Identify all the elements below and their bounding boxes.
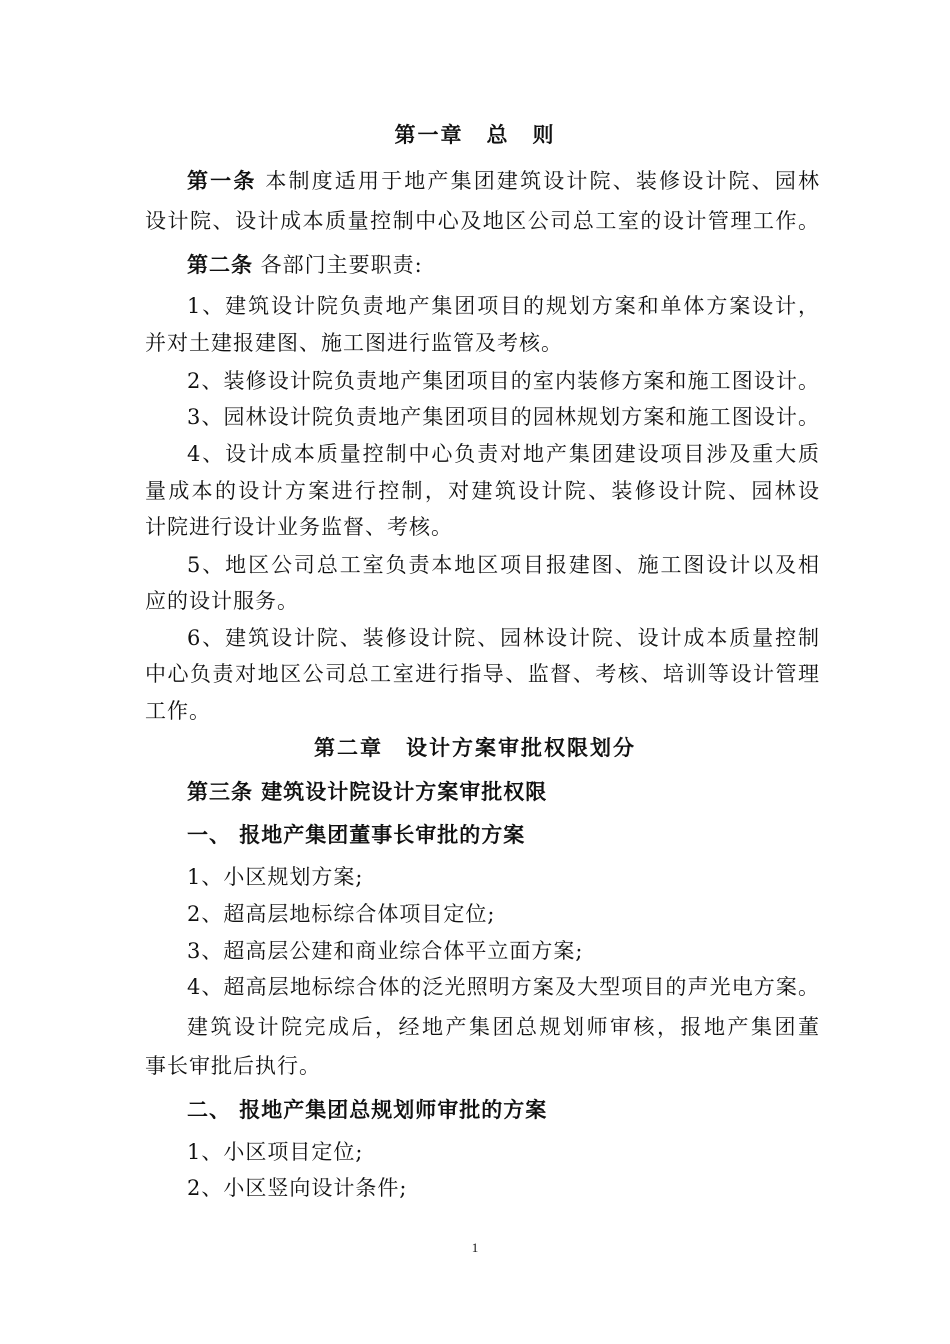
section-2-item-2: 2、小区竖向设计条件; bbox=[187, 1176, 408, 1200]
article-3-title: 第三条 建筑设计院设计方案审批权限 bbox=[187, 779, 548, 804]
section-1-note-line-2: 事长审批后执行。 bbox=[145, 1054, 321, 1078]
section-1-item-1: 1、小区规划方案; bbox=[187, 865, 364, 889]
article-2-intro bbox=[187, 250, 820, 280]
section-2-item-1: 1、小区项目定位; bbox=[187, 1140, 364, 1164]
section-1-item-3: 3、超高层公建和商业综合体平立面方案; bbox=[187, 939, 584, 963]
chapter-2-title: 第二章 设计方案审批权限划分 bbox=[314, 735, 636, 760]
duty-4-line-1: 4、设计成本质量控制中心负责对地产集团建设项目涉及重大质 bbox=[187, 442, 820, 466]
section-2-heading: 二、 报地产集团总规划师审批的方案 bbox=[187, 1097, 548, 1122]
article-1-line-2: 设计院、设计成本质量控制中心及地区公司总工室的设计管理工作。 bbox=[145, 209, 820, 233]
section-1-item-2: 2、超高层地标综合体项目定位; bbox=[187, 902, 496, 926]
duty-4-line-2: 量成本的设计方案进行控制，对建筑设计院、装修设计院、园林设 bbox=[145, 479, 820, 503]
section-1-item-4: 4、超高层地标综合体的泛光照明方案及大型项目的声光电方案。 bbox=[187, 975, 820, 999]
article-1-text-1: 本制度适用于地产集团建筑设计院、装修设计院、园林 bbox=[256, 169, 820, 193]
duty-5-line-1: 5、地区公司总工室负责本地区项目报建图、施工图设计以及相 bbox=[187, 553, 820, 577]
duty-3: 3、园林设计院负责地产集团项目的园林规划方案和施工图设计。 bbox=[187, 405, 820, 429]
article-1-line-1 bbox=[187, 166, 820, 196]
section-1-note-line-1: 建筑设计院完成后，经地产集团总规划师审核，报地产集团董 bbox=[187, 1015, 820, 1039]
duty-1-line-1: 1、建筑设计院负责地产集团项目的规划方案和单体方案设计， bbox=[187, 294, 820, 318]
duty-5-line-2: 应的设计服务。 bbox=[145, 589, 299, 613]
duty-1-line-2: 并对土建报建图、施工图进行监管及考核。 bbox=[145, 331, 563, 355]
article-2-label: 第二条 bbox=[187, 252, 253, 277]
duty-6-line-2: 中心负责对地区公司总工室进行指导、监督、考核、培训等设计管理 bbox=[145, 662, 820, 686]
duty-2: 2、装修设计院负责地产集团项目的室内装修方案和施工图设计。 bbox=[187, 369, 820, 393]
duty-4-line-3: 计院进行设计业务监督、考核。 bbox=[145, 515, 453, 539]
article-1-label: 第一条 bbox=[187, 168, 257, 193]
page-number: 1 bbox=[471, 1240, 479, 1255]
section-1-heading: 一、 报地产集团董事长审批的方案 bbox=[187, 822, 526, 847]
chapter-1-title: 第一章 总 则 bbox=[394, 122, 556, 147]
article-2-intro-text: 各部门主要职责: bbox=[253, 253, 423, 277]
duty-6-line-3: 工作。 bbox=[145, 699, 211, 723]
duty-6-line-1: 6、建筑设计院、装修设计院、园林设计院、设计成本质量控制 bbox=[187, 626, 820, 650]
